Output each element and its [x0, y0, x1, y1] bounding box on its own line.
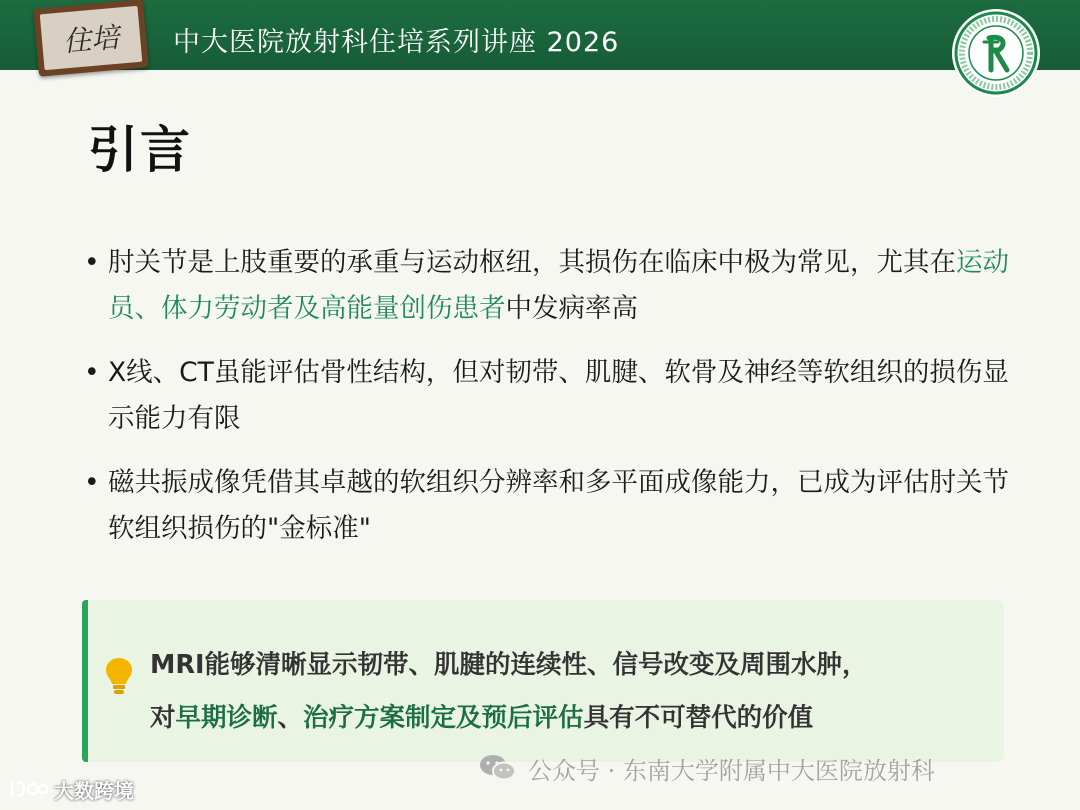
lightbulb-icon	[104, 656, 134, 696]
bullet-item	[84, 350, 1014, 442]
bullet-text: 肘关节是上肢重要的承重与运动枢纽，其损伤在临床中极为常见，尤其在	[108, 247, 956, 278]
wechat-watermark	[478, 750, 935, 786]
bullet-list	[84, 240, 1014, 570]
header-title: 中大医院放射科住培系列讲座 2026	[173, 27, 620, 58]
chalkboard-badge	[33, 0, 149, 77]
chalkboard-surface	[40, 6, 143, 70]
slide-header	[0, 0, 1080, 70]
bullet-text: 磁共振成像凭借其卓越的软组织分辨率和多平面成像能力，已成为评估肘关节软组织损伤的"金标准"	[108, 467, 1009, 544]
bullet-text: 中发病率高	[505, 293, 638, 324]
callout-text: 、	[277, 703, 304, 733]
callout-text: 对	[150, 703, 176, 733]
callout-text: 具有不可替代的价值	[583, 703, 814, 733]
callout-line-1: MRI能够清晰显示韧带、肌腱的连续性、信号改变及周围水肿，	[150, 650, 868, 680]
callout-emphasis: 早期诊断	[175, 703, 278, 733]
chalkboard-text: 住培	[61, 20, 121, 59]
callout-emphasis: 治疗方案制定及预后评估	[303, 703, 584, 733]
bullet-highlight: 运动员、体力劳动者及高能量创伤患者	[108, 247, 1009, 324]
page-title: 引言	[88, 121, 192, 179]
wechat-watermark-text: 公众号 · 东南大学附属中大医院放射科	[528, 756, 935, 785]
key-point-callout	[82, 600, 1004, 762]
hospital-radiology-seal-icon	[951, 8, 1041, 98]
dashu-watermark-text: 大数跨境	[54, 778, 134, 803]
bullet-item	[84, 460, 1014, 552]
dashu-watermark	[8, 774, 134, 804]
bullet-item	[84, 240, 1014, 332]
bullet-text: X线、CT虽能评估骨性结构，但对韧带、肌腱、软骨及神经等软组织的损伤显示能力有限	[108, 357, 1009, 434]
dashu-logo-icon	[8, 778, 48, 800]
callout-line-2	[150, 698, 813, 734]
wechat-icon	[478, 752, 518, 784]
